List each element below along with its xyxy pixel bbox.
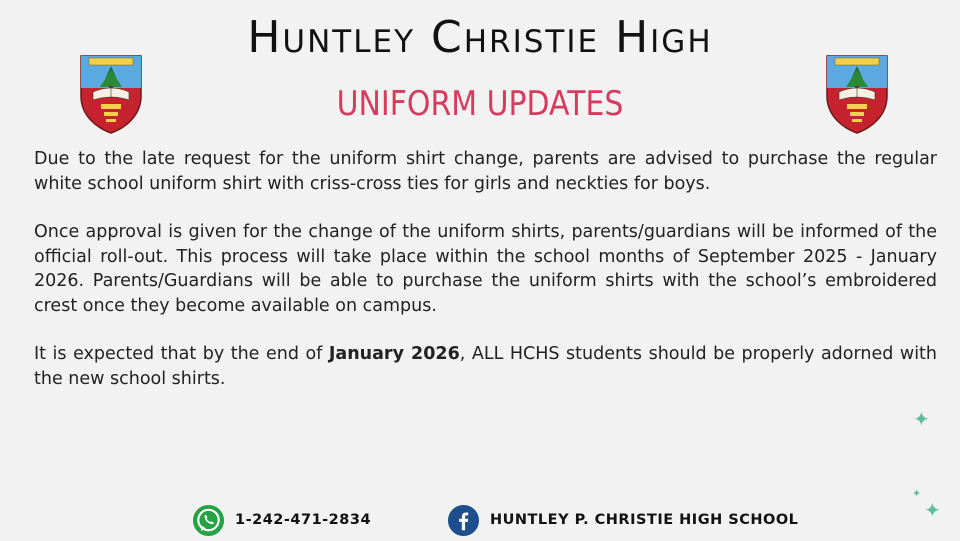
deadline-date: January 2026 xyxy=(328,344,460,364)
page-title: Huntley Christie High xyxy=(247,12,713,63)
sparkle-icon: ✦ xyxy=(912,487,922,500)
whatsapp-icon xyxy=(192,504,225,537)
school-crest-right xyxy=(825,54,889,134)
facebook-page-name: HUNTLEY P. CHRISTIE HIGH SCHOOL xyxy=(490,512,799,528)
paragraph-2: Once approval is given for the change of the uniform shirts, parents/guardians will be informed of the official roll-out. This process will take place within the school months of September 2025 - January 2026. Parents/Guardians will be able to purchase the uniform shirts with the school’s embroidered crest once they become available on campus. xyxy=(34,222,937,316)
footer-facebook[interactable] xyxy=(447,503,798,537)
facebook-icon xyxy=(447,504,480,537)
page-subtitle: UNIFORM UPDATES xyxy=(336,84,624,124)
phone-number: 1-242-471-2834 xyxy=(235,512,372,528)
paragraph-1: Due to the late request for the uniform shirt change, parents are advised to purchase the regular white school uniform shirt with criss-cross ties for girls and neckties for boys. xyxy=(34,149,937,194)
footer-phone[interactable] xyxy=(192,503,371,537)
sparkle-icon: ✦ xyxy=(924,498,941,522)
paragraph-3: It is expected that by the end of January 2026, ALL HCHS students should be properly adorned with the new school shirts. xyxy=(34,344,938,389)
sparkle-icon: ✦ xyxy=(913,407,930,431)
announcement-body xyxy=(34,147,937,415)
school-crest-left xyxy=(79,54,143,134)
